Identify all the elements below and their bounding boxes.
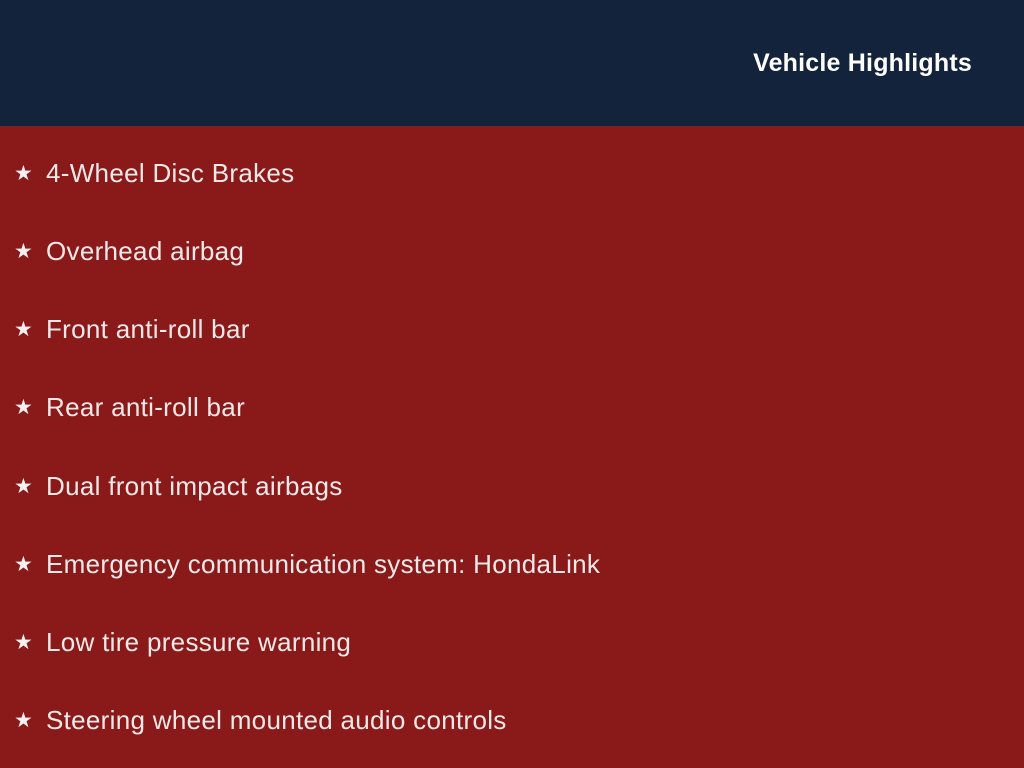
list-item (14, 158, 1004, 189)
star-bullet-icon: ★ (14, 631, 34, 655)
star-bullet-icon: ★ (14, 161, 34, 185)
list-item-label: Rear anti-roll bar (46, 392, 246, 423)
list-item (14, 392, 1004, 423)
list-item-label: Overhead airbag (46, 235, 245, 266)
list-item-label: Dual front impact airbags (46, 470, 343, 501)
list-item (14, 549, 1004, 580)
star-bullet-icon: ★ (14, 709, 34, 733)
list-item (14, 627, 1004, 658)
bullet-list (0, 126, 1024, 768)
slide-title: Vehicle Highlights (753, 48, 972, 77)
star-bullet-icon: ★ (14, 552, 34, 576)
list-item (14, 314, 1004, 345)
list-item-label: Front anti-roll bar (46, 314, 250, 345)
list-item-label: Low tire pressure warning (46, 627, 352, 658)
list-item-label: Emergency communication system: HondaLink (46, 548, 601, 579)
list-item (14, 705, 1004, 736)
list-item-label: 4-Wheel Disc Brakes (46, 157, 295, 188)
star-bullet-icon: ★ (14, 474, 34, 498)
star-bullet-icon: ★ (14, 396, 34, 420)
list-item-label: Steering wheel mounted audio controls (46, 705, 507, 736)
star-bullet-icon: ★ (14, 239, 34, 263)
list-item (14, 471, 1004, 502)
star-bullet-icon: ★ (14, 318, 34, 342)
list-item (14, 236, 1004, 267)
slide-header (0, 0, 1024, 126)
